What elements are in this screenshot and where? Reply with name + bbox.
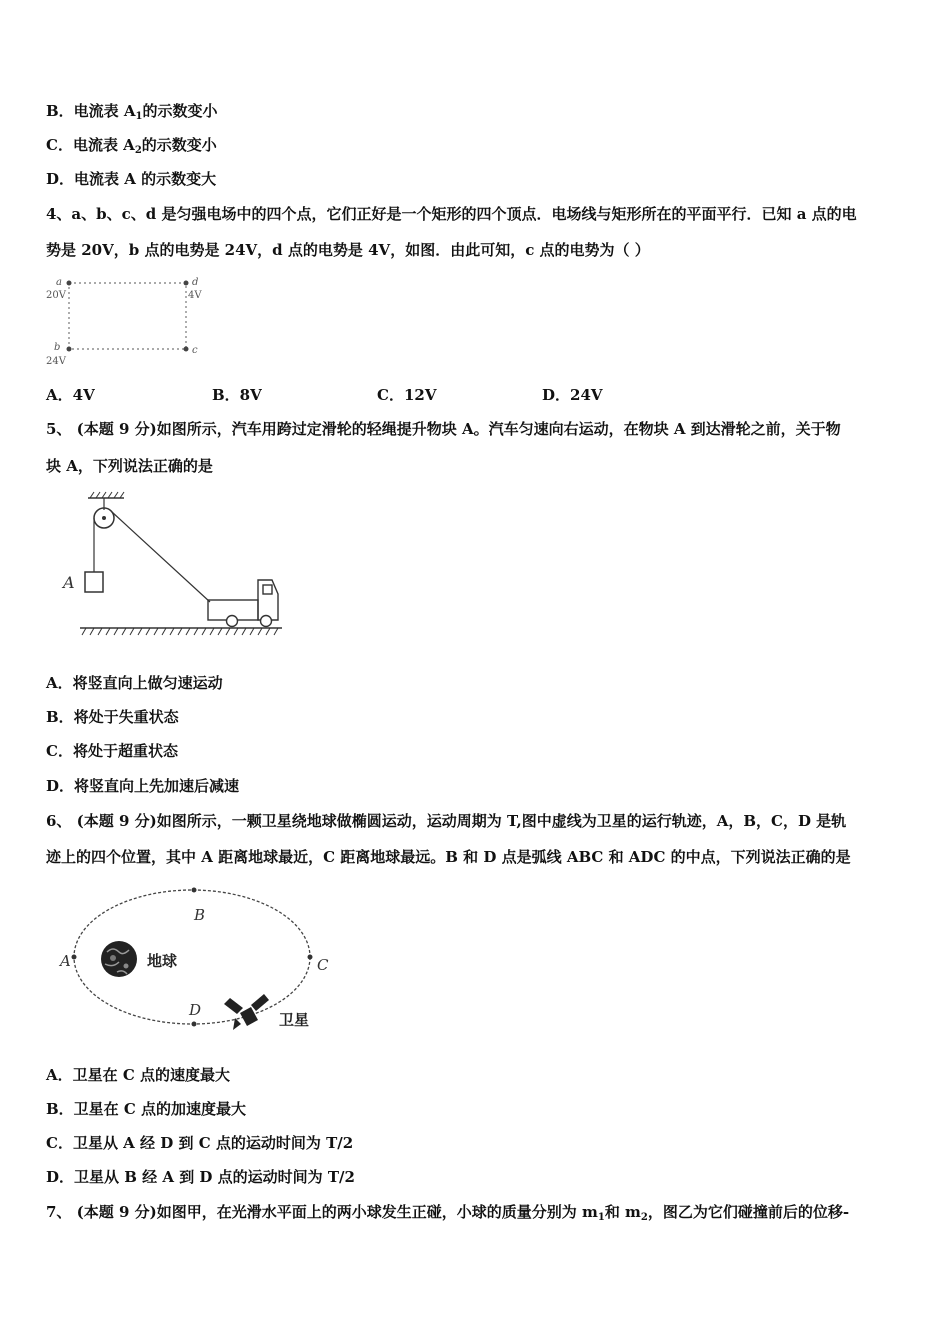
- q6-stem-line1: 6、 (本题 9 分)如图所示，一颗卫星绕地球做椭圆运动，运动周期为 T,图中虚线为卫星的运行轨迹，A，B，C，D 是轨: [46, 812, 847, 830]
- q5-stem-line2: 块 A，下列说法正确的是: [46, 457, 213, 475]
- q6-option-b: B．卫星在 C 点的加速度最大: [46, 1100, 247, 1118]
- ceiling-hatch: [90, 492, 124, 498]
- q3-option-c: C．电流表 $A_2$的示数变小: [46, 136, 217, 156]
- satellite-icon: [224, 994, 269, 1030]
- label-point-b: B: [194, 906, 206, 924]
- ground-hatch: [82, 628, 278, 635]
- label-b-voltage: 24V: [46, 356, 66, 367]
- point-a-marker: [72, 955, 77, 960]
- label-point-a: A: [60, 952, 71, 970]
- earth-icon: [101, 941, 137, 977]
- point-b-marker: [192, 888, 197, 893]
- label-d: d: [192, 277, 199, 288]
- q4-option-b: B．8V: [212, 386, 262, 404]
- q6-option-d: D．卫星从 B 经 A 到 D 点的运动时间为 T/2: [46, 1168, 355, 1186]
- label-a-voltage: 20V: [46, 290, 66, 301]
- point-d-marker: [192, 1022, 197, 1027]
- q5-option-b: B．将处于失重状态: [46, 708, 179, 726]
- q4-stem-line2: 势是 20V，b 点的电势是 24V，d 点的电势是 4V，如图．由此可知，c 点的电势为（ ）: [46, 241, 650, 259]
- q4-option-a: A．4V: [46, 386, 95, 404]
- q5-option-c: C．将处于超重状态: [46, 742, 178, 760]
- satellite-label: 卫星: [279, 1011, 310, 1029]
- label-d-voltage: 4V: [188, 290, 202, 301]
- q6-option-a: A．卫星在 C 点的速度最大: [46, 1066, 231, 1084]
- q6-stem-line2: 迹上的四个位置，其中 A 距离地球最近，C 距离地球最远。B 和 D 点是弧线 ABC 和 ADC 的中点，下列说法正确的是: [46, 848, 851, 866]
- label-point-c: C: [317, 956, 329, 974]
- q4-option-c: C．12V: [377, 386, 437, 404]
- point-d: [184, 281, 189, 286]
- q7-stem-line1: 7、 (本题 9 分)如图甲，在光滑水平面上的两小球发生正碰，小球的质量分别为 $m_1$和 $m_2$，图乙为它们碰撞前后的位移-: [46, 1203, 850, 1223]
- label-b: b: [54, 342, 61, 353]
- q4-rectangle-figure: [44, 274, 214, 374]
- point-c: [184, 347, 189, 352]
- label-c: c: [192, 345, 198, 356]
- point-c-marker: [308, 955, 313, 960]
- truck: [208, 580, 278, 627]
- q5-stem-line1: 5、 (本题 9 分)如图所示，汽车用跨过定滑轮的轻绳提升物块 A。汽车匀速向右运动，在物块 A 到达滑轮之前，关于物: [46, 420, 841, 438]
- pulley-axle: [102, 516, 106, 520]
- q6-orbit-figure: [55, 880, 345, 1040]
- label-point-d: D: [189, 1001, 202, 1019]
- block-a: [85, 572, 103, 592]
- q6-option-c: C．卫星从 A 经 D 到 C 点的运动时间为 T/2: [46, 1134, 354, 1152]
- q5-option-d: D．将竖直向上先加速后减速: [46, 777, 240, 795]
- rope-slanted: [112, 512, 210, 602]
- label-a: a: [56, 277, 62, 288]
- q3-option-b: B．电流表 $A_1$的示数变小: [46, 102, 218, 122]
- block-a-label: A: [63, 573, 75, 592]
- earth-label: 地球: [147, 952, 178, 970]
- point-a: [67, 281, 72, 286]
- q5-pulley-figure: [60, 490, 290, 640]
- q4-option-d: D．24V: [542, 386, 603, 404]
- point-b: [67, 347, 72, 352]
- dotted-rectangle: [69, 283, 186, 349]
- q4-stem-line1: 4、a、b、c、d 是匀强电场中的四个点，它们正好是一个矩形的四个顶点．电场线与矩形所在的平面平行．已知 a 点的电: [46, 205, 857, 223]
- q3-option-d: D．电流表 A 的示数变大: [46, 170, 217, 188]
- q5-option-a: A．将竖直向上做匀速运动: [46, 674, 223, 692]
